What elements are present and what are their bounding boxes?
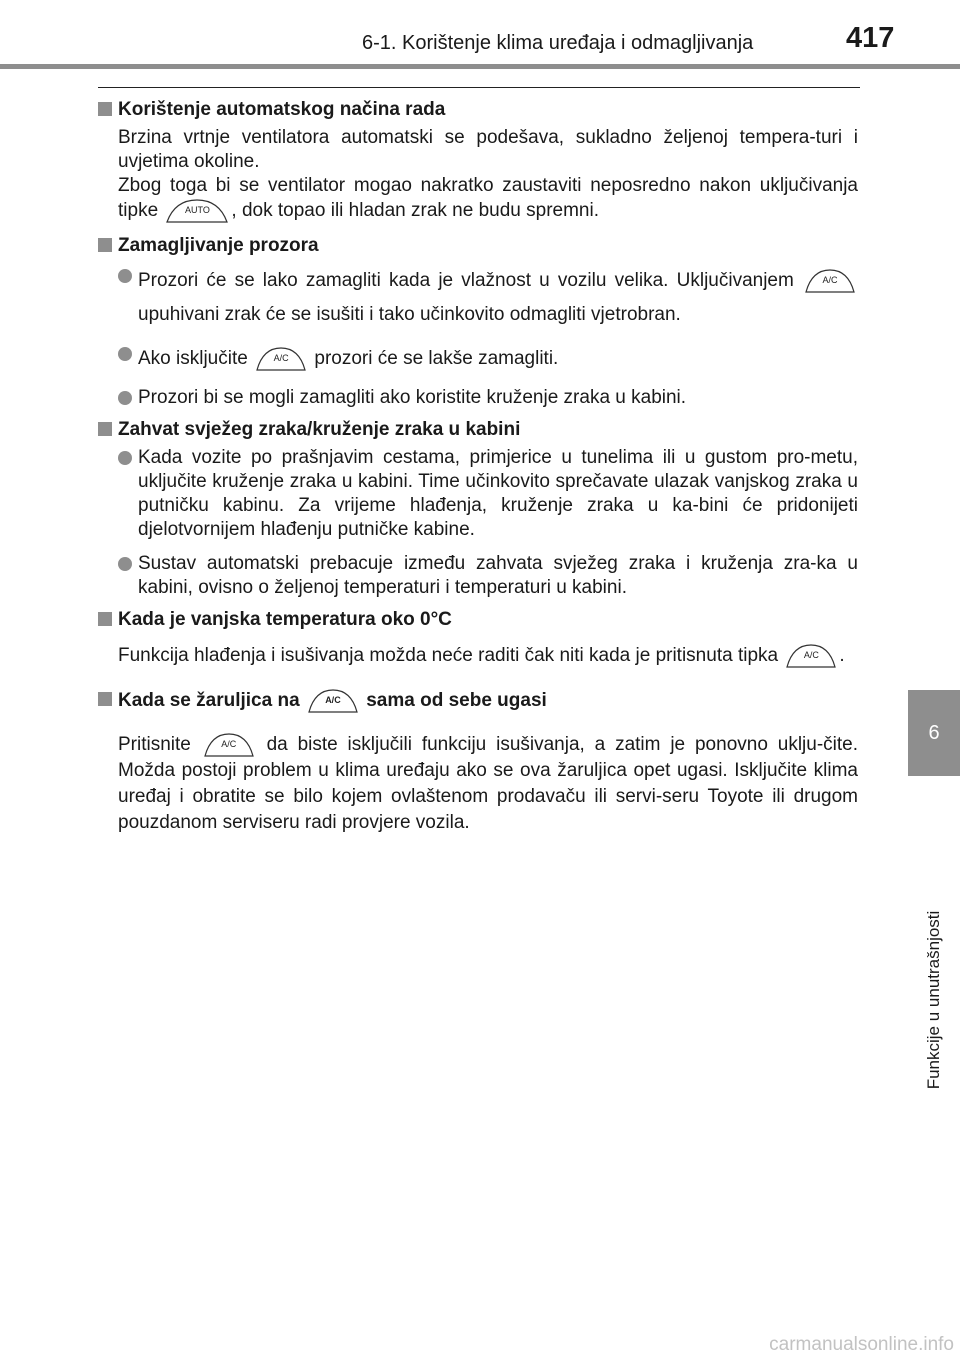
paragraph bbox=[118, 732, 858, 836]
paragraph-text: da biste isključili funkciju isušivanja, a zatim je ponovno uklju-čite. Možda postoji problem u klima uređaju ako se ova žaruljica opet ugasi. Isključite klima uređaj i obratite se bilo kojem ovlaštenom prodavaču ili servi-seru Toyote ili drugom pouzdanom serviseru radi provjere vozila. bbox=[118, 734, 858, 833]
auto-button-icon: AUTO bbox=[165, 198, 229, 224]
section-automatic-mode bbox=[98, 98, 858, 224]
ac-button-icon: A/C bbox=[804, 268, 856, 294]
bullet-item bbox=[118, 552, 858, 600]
paragraph-text: Ako isključite bbox=[138, 348, 248, 369]
header-rule bbox=[0, 64, 960, 69]
section-outside-temperature bbox=[98, 608, 858, 680]
chapter-tab: 6 bbox=[908, 690, 960, 776]
ac-button-icon: A/C bbox=[255, 346, 307, 372]
chapter-label: Funkcije u unutrašnjosti bbox=[924, 910, 943, 1090]
paragraph: Kada vozite po prašnjavim cestama, primjerice u tunelima ili u gustom pro-metu, uključite kruženje zraka u kabini. Time učinkovito sprečavate ulazak vanjskog zraka u putničku kabinu. Za vrijeme hlađenja, kruženje zraka u ka-bini će pridonijeti djelotvornijem hlađenju putničke kabine. bbox=[138, 447, 858, 540]
section-title bbox=[118, 688, 858, 714]
section-title-text: sama od sebe ugasi bbox=[366, 690, 547, 711]
section-window-fogging bbox=[98, 234, 858, 410]
paragraph-text: Zbog toga bi se ventilator mogao nakratko zaustaviti neposredno nakon uključivanja tipke bbox=[118, 175, 858, 221]
section-indicator-off bbox=[98, 688, 858, 836]
bullet-item bbox=[118, 386, 858, 410]
section-fresh-air-recirculation bbox=[98, 418, 858, 600]
page-content bbox=[98, 90, 858, 836]
paragraph bbox=[138, 342, 858, 376]
section-title: Kada je vanjska temperatura oko 0°C bbox=[118, 608, 858, 632]
paragraph-text: Funkcija hlađenja i isušivanja možda neće raditi čak niti kada je pritisnuta tipka bbox=[118, 645, 779, 666]
section-title-text: Kada se žaruljica na bbox=[118, 690, 300, 711]
ac-button-icon: A/C bbox=[307, 688, 359, 714]
paragraph-text: Pritisnite bbox=[118, 734, 191, 755]
bullet-item bbox=[118, 446, 858, 542]
paragraph: Brzina vrtnje ventilatora automatski se podešava, sukladno željenoj tempera-turi i uvjetima okoline. bbox=[118, 127, 858, 172]
paragraph bbox=[118, 174, 858, 224]
page-header-title: 6-1. Korištenje klima uređaja i odmagljivanja bbox=[362, 32, 754, 54]
bullet-item bbox=[118, 342, 858, 376]
ac-button-icon: A/C bbox=[203, 732, 255, 758]
watermark: carmanualsonline.info bbox=[769, 1334, 954, 1355]
paragraph-text: . bbox=[839, 645, 845, 666]
paragraph: Prozori bi se mogli zamagliti ako koristite kruženje zraka u kabini. bbox=[138, 387, 687, 408]
ac-button-icon: A/C bbox=[785, 643, 837, 669]
paragraph: Sustav automatski prebacuje između zahvata svježeg zraka i kruženja zra-ka u kabini, ovisno o željenoj temperaturi i temperaturi u kabini. bbox=[138, 553, 858, 598]
section-title: Zamagljivanje prozora bbox=[118, 234, 858, 258]
bullet-item bbox=[118, 264, 858, 332]
paragraph-text: prozori će se lakše zamagliti. bbox=[314, 348, 559, 369]
paragraph bbox=[138, 264, 858, 332]
paragraph-text: , dok topao ili hladan zrak ne budu spremni. bbox=[231, 200, 599, 221]
paragraph-text: Prozori će se lako zamagliti kada je vlažnost u vozilu velika. Uključivanjem bbox=[138, 270, 794, 291]
paragraph bbox=[118, 632, 858, 680]
content-top-rule bbox=[98, 87, 860, 88]
section-title: Korištenje automatskog načina rada bbox=[118, 98, 858, 122]
page-number: 417 bbox=[846, 22, 895, 54]
paragraph-text: upuhivani zrak će se isušiti i tako učinkovito odmagliti vjetrobran. bbox=[138, 304, 681, 325]
section-title: Zahvat svježeg zraka/kruženje zraka u kabini bbox=[118, 418, 858, 442]
